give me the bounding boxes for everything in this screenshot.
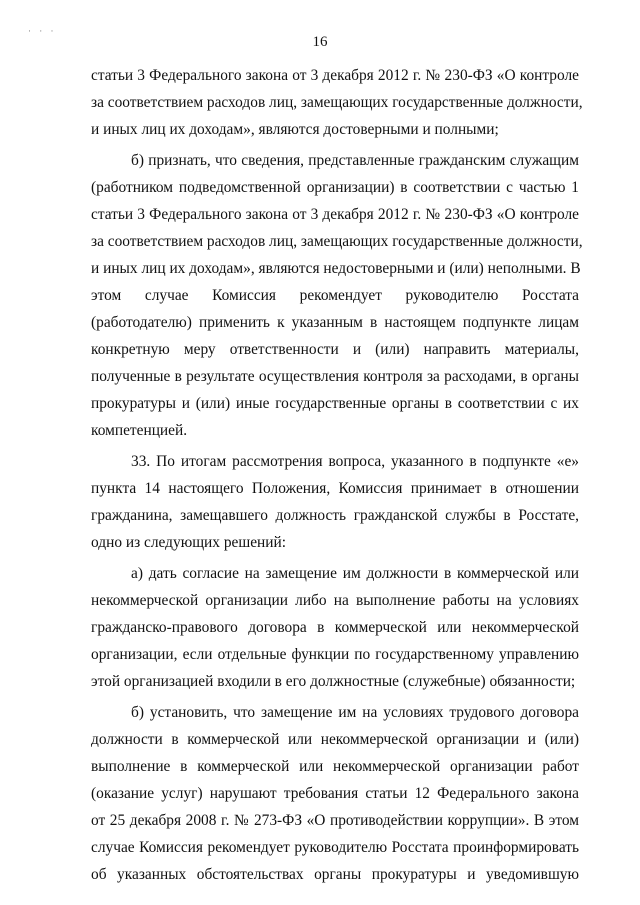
text-line: компетенцией. [91, 422, 188, 439]
text-line: этой организацией входили в его должностные (служебные) обязанности; [91, 673, 576, 690]
text-line: а) дать согласие на замещение им должности в коммерческой или [131, 565, 579, 582]
text-line: статьи 3 Федерального закона от 3 декабря 2012 г. № 230-ФЗ «О контроле [91, 206, 579, 223]
text-line: конкретную меру ответственности и (или) направить материалы, [91, 341, 579, 358]
text-line: (работодателю) применить к указанным в настоящем подпункте лицам [91, 314, 579, 331]
text-line: б) признать, что сведения, представленные гражданским служащим [131, 152, 579, 169]
text-line: (оказание услуг) нарушают требования статьи 12 Федерального закона [91, 785, 579, 802]
text-line: б) установить, что замещение им на условиях трудового договора [131, 704, 579, 721]
page-number: 16 [312, 34, 328, 50]
text-line: должности в коммерческой или некоммерческой организации и (или) [91, 731, 579, 748]
text-line: пункта 14 настоящего Положения, Комиссия принимает в отношении [91, 480, 579, 497]
text-line: случае Комиссия рекомендует руководителю Росстата проинформировать [91, 839, 579, 856]
text-line: от 25 декабря 2008 г. № 273-ФЗ «О противодействии коррупции». В этом [91, 812, 579, 829]
text-line: за соответствием расходов лиц, замещающих государственные должности, [91, 94, 583, 111]
text-line: гражданина, замещавшего должность гражданской службы в Росстате, [91, 507, 579, 524]
text-line: и иных лиц их доходам», являются достоверными и полными; [91, 121, 499, 138]
text-line: об указанных обстоятельствах органы прокуратуры и уведомившую [91, 866, 579, 883]
text-line: полученные в результате осуществления контроля за расходами, в органы [91, 368, 579, 385]
text-line: 33. По итогам рассмотрения вопроса, указанного в подпункте «е» [131, 453, 579, 470]
text-line: этом случае Комиссия рекомендует руководителю Росстата [91, 287, 579, 304]
text-line: (работником подведомственной организации) в соответствии с частью 1 [91, 179, 579, 196]
scan-artifact: · · · [28, 26, 57, 36]
text-line: и иных лиц их доходам», являются недостоверными и (или) неполными. В [91, 260, 581, 277]
text-line: выполнение в коммерческой или некоммерческой организации работ [91, 758, 579, 775]
text-line: одно из следующих решений: [91, 534, 287, 551]
text-line: за соответствием расходов лиц, замещающих государственные должности, [91, 233, 583, 250]
text-line: гражданско-правового договора в коммерческой или некоммерческой [91, 619, 579, 636]
text-line: организации, если отдельные функции по государственному управлению [91, 646, 579, 663]
text-line: прокуратуры и (или) иные государственные органы в соответствии с их [91, 395, 579, 412]
text-line: некоммерческой организации либо на выполнение работы на условиях [91, 592, 579, 609]
text-line: статьи 3 Федерального закона от 3 декабря 2012 г. № 230-ФЗ «О контроле [91, 67, 579, 84]
